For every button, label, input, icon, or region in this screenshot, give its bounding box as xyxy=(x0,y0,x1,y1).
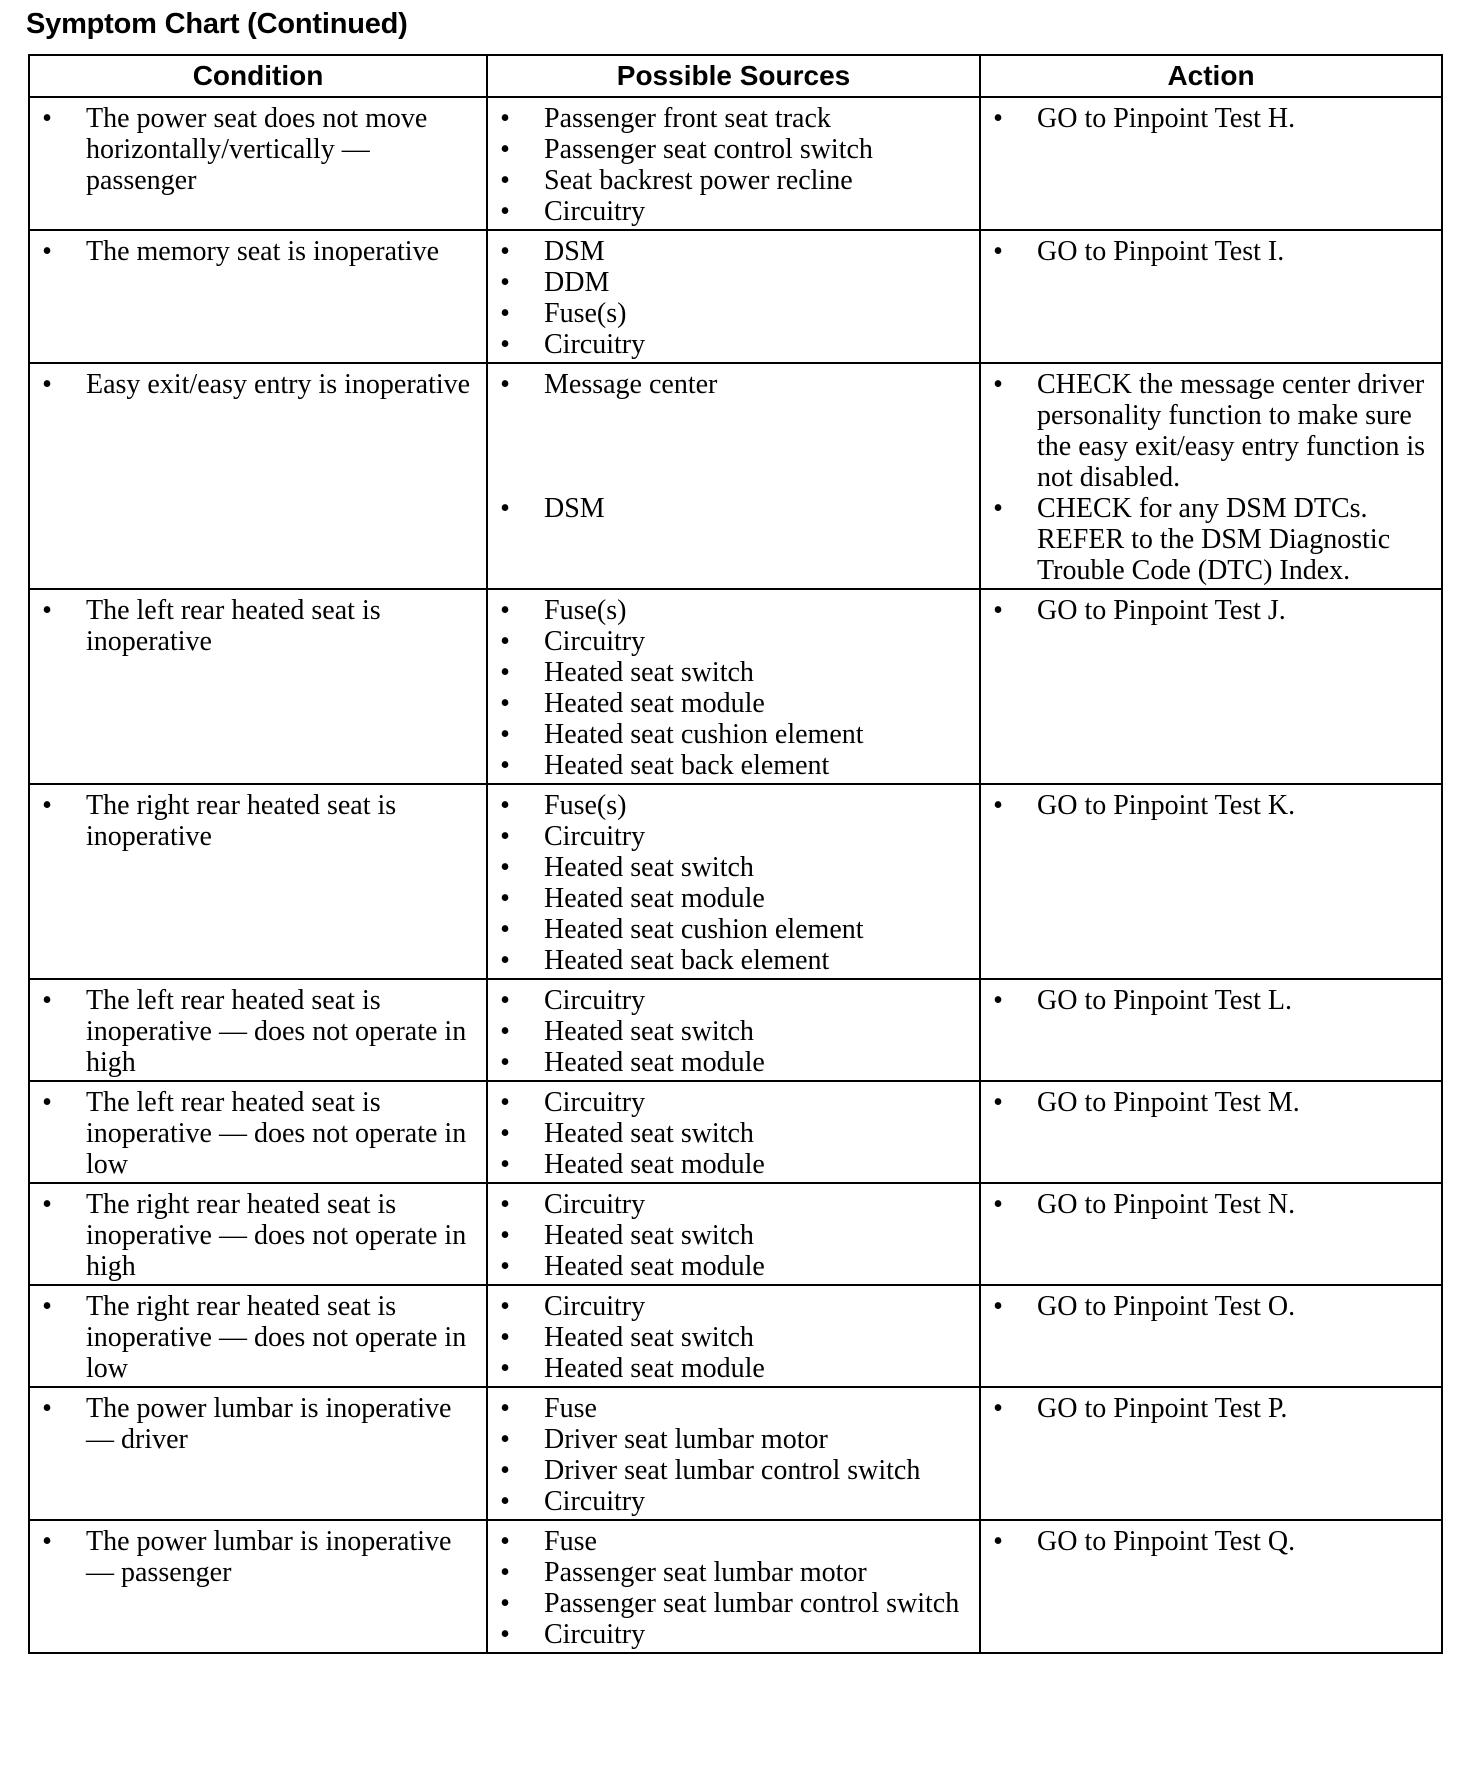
possible-sources-cell xyxy=(487,1387,980,1520)
list-item: • The right rear heated seat is inoperative — does not operate in high xyxy=(40,1189,478,1282)
possible-sources-cell xyxy=(487,1285,980,1387)
table-row xyxy=(29,1081,1442,1183)
list-item: • The right rear heated seat is inoperative xyxy=(40,790,478,852)
bullet-list xyxy=(991,1087,1433,1118)
list-item: • The left rear heated seat is inoperative — does not operate in high xyxy=(40,985,478,1078)
table-row xyxy=(29,363,1442,589)
list-item: • GO to Pinpoint Test K. xyxy=(991,790,1433,821)
possible-sources-cell xyxy=(487,363,980,589)
list-item: • Heated seat switch xyxy=(498,1322,971,1353)
action-cell xyxy=(980,230,1442,363)
list-item: • Heated seat module xyxy=(498,883,971,914)
bullet-list xyxy=(991,1189,1433,1220)
bullet-list xyxy=(498,369,971,524)
list-item: • Circuitry xyxy=(498,1291,971,1322)
bullet-list xyxy=(991,1291,1433,1322)
list-item: • Easy exit/easy entry is inoperative xyxy=(40,369,478,400)
list-item: • Circuitry xyxy=(498,1189,971,1220)
list-item: • Heated seat back element xyxy=(498,750,971,781)
action-cell xyxy=(980,979,1442,1081)
list-item: • The power lumbar is inoperative — passenger xyxy=(40,1526,478,1588)
bullet-list xyxy=(498,103,971,227)
action-cell xyxy=(980,1520,1442,1653)
bullet-list xyxy=(40,1087,478,1180)
table-row xyxy=(29,1285,1442,1387)
list-item: • Heated seat switch xyxy=(498,657,971,688)
list-item: • Circuitry xyxy=(498,626,971,657)
bullet-list xyxy=(991,985,1433,1016)
list-item: • The right rear heated seat is inoperative — does not operate in low xyxy=(40,1291,478,1384)
possible-sources-cell xyxy=(487,1520,980,1653)
list-item: • Circuitry xyxy=(498,1619,971,1650)
bullet-list xyxy=(40,1393,478,1455)
bullet-list xyxy=(498,985,971,1078)
list-item: • Heated seat switch xyxy=(498,1118,971,1149)
list-item: • DDM xyxy=(498,267,971,298)
list-item: • The power lumbar is inoperative — driver xyxy=(40,1393,478,1455)
condition-cell xyxy=(29,97,487,230)
condition-cell xyxy=(29,1183,487,1285)
list-item: • Heated seat switch xyxy=(498,852,971,883)
bullet-list xyxy=(40,236,478,267)
bullet-list xyxy=(498,1189,971,1282)
bullet-list xyxy=(498,1087,971,1180)
table-row xyxy=(29,1387,1442,1520)
list-item: • GO to Pinpoint Test N. xyxy=(991,1189,1433,1220)
action-cell xyxy=(980,589,1442,784)
bullet-list xyxy=(40,1291,478,1384)
list-item: • Heated seat module xyxy=(498,688,971,719)
list-item: • GO to Pinpoint Test O. xyxy=(991,1291,1433,1322)
list-item: • GO to Pinpoint Test J. xyxy=(991,595,1433,626)
list-item: • Driver seat lumbar control switch xyxy=(498,1455,971,1486)
condition-cell xyxy=(29,784,487,979)
bullet-list xyxy=(991,369,1433,586)
header-possible-sources: Possible Sources xyxy=(487,55,980,97)
bullet-list xyxy=(40,369,478,400)
table-row xyxy=(29,1183,1442,1285)
condition-cell xyxy=(29,979,487,1081)
possible-sources-cell xyxy=(487,979,980,1081)
list-item: • Driver seat lumbar motor xyxy=(498,1424,971,1455)
possible-sources-cell xyxy=(487,230,980,363)
list-item: • Heated seat back element xyxy=(498,945,971,976)
bullet-list xyxy=(40,790,478,852)
list-item: • Passenger seat control switch xyxy=(498,134,971,165)
list-item: • GO to Pinpoint Test L. xyxy=(991,985,1433,1016)
list-item: • The power seat does not move horizontally/vertically — passenger xyxy=(40,103,478,196)
list-item: • Heated seat module xyxy=(498,1251,971,1282)
list-item: • Passenger seat lumbar motor xyxy=(498,1557,971,1588)
list-item: • GO to Pinpoint Test Q. xyxy=(991,1526,1433,1557)
action-cell xyxy=(980,784,1442,979)
list-item: • Passenger front seat track xyxy=(498,103,971,134)
list-item: • Circuitry xyxy=(498,1087,971,1118)
list-item: • Fuse xyxy=(498,1393,971,1424)
bullet-list xyxy=(991,595,1433,626)
list-item: • Heated seat module xyxy=(498,1047,971,1078)
condition-cell xyxy=(29,1285,487,1387)
list-item: • CHECK for any DSM DTCs. REFER to the DSM Diagnostic Trouble Code (DTC) Index. xyxy=(991,493,1433,586)
bullet-list xyxy=(40,595,478,657)
condition-cell xyxy=(29,1520,487,1653)
list-item: • Fuse(s) xyxy=(498,790,971,821)
possible-sources-cell xyxy=(487,1183,980,1285)
list-item: • Seat backrest power recline xyxy=(498,165,971,196)
list-item: • Circuitry xyxy=(498,821,971,852)
list-item: • Circuitry xyxy=(498,196,971,227)
table-row xyxy=(29,1520,1442,1653)
table-row xyxy=(29,979,1442,1081)
condition-cell xyxy=(29,1387,487,1520)
list-item: • The left rear heated seat is inoperative xyxy=(40,595,478,657)
bullet-list xyxy=(991,103,1433,134)
bullet-list xyxy=(40,1189,478,1282)
bullet-list xyxy=(498,1526,971,1650)
action-cell xyxy=(980,97,1442,230)
list-item: • The memory seat is inoperative xyxy=(40,236,478,267)
condition-cell xyxy=(29,1081,487,1183)
bullet-list xyxy=(498,236,971,360)
table-header-row xyxy=(29,55,1442,97)
condition-cell xyxy=(29,230,487,363)
bullet-list xyxy=(991,1526,1433,1557)
action-cell xyxy=(980,363,1442,589)
action-cell xyxy=(980,1183,1442,1285)
list-item: • Heated seat switch xyxy=(498,1220,971,1251)
header-action: Action xyxy=(980,55,1442,97)
header-condition: Condition xyxy=(29,55,487,97)
possible-sources-cell xyxy=(487,1081,980,1183)
list-item: • Heated seat cushion element xyxy=(498,719,971,750)
bullet-list xyxy=(40,103,478,196)
bullet-list xyxy=(40,1526,478,1588)
list-item: • The left rear heated seat is inoperative — does not operate in low xyxy=(40,1087,478,1180)
list-item: • Circuitry xyxy=(498,329,971,360)
list-item: • Circuitry xyxy=(498,985,971,1016)
symptom-chart-table xyxy=(28,54,1443,1654)
list-item: • Message center xyxy=(498,369,971,400)
list-item: • DSM xyxy=(498,493,971,524)
list-item: • GO to Pinpoint Test H. xyxy=(991,103,1433,134)
condition-cell xyxy=(29,589,487,784)
list-item: • Heated seat module xyxy=(498,1353,971,1384)
table-row xyxy=(29,97,1442,230)
table-row xyxy=(29,230,1442,363)
list-item: • GO to Pinpoint Test M. xyxy=(991,1087,1433,1118)
bullet-list xyxy=(498,790,971,976)
bullet-list xyxy=(40,985,478,1078)
list-item: • Fuse(s) xyxy=(498,298,971,329)
table-row xyxy=(29,589,1442,784)
list-item: • Circuitry xyxy=(498,1486,971,1517)
bullet-list xyxy=(991,790,1433,821)
condition-cell xyxy=(29,363,487,589)
list-item: • DSM xyxy=(498,236,971,267)
bullet-list xyxy=(498,1291,971,1384)
possible-sources-cell xyxy=(487,97,980,230)
list-item: • Fuse(s) xyxy=(498,595,971,626)
possible-sources-cell xyxy=(487,589,980,784)
table-row xyxy=(29,784,1442,979)
page-title: Symptom Chart (Continued) xyxy=(26,8,408,40)
action-cell xyxy=(980,1387,1442,1520)
list-item: • Heated seat switch xyxy=(498,1016,971,1047)
action-cell xyxy=(980,1285,1442,1387)
bullet-list xyxy=(498,1393,971,1517)
list-item: • Heated seat cushion element xyxy=(498,914,971,945)
list-item: • Fuse xyxy=(498,1526,971,1557)
action-cell xyxy=(980,1081,1442,1183)
list-item: • GO to Pinpoint Test P. xyxy=(991,1393,1433,1424)
list-item: • CHECK the message center driver personality function to make sure the easy exit/easy entry function is not disabled. xyxy=(991,369,1433,493)
bullet-list xyxy=(991,236,1433,267)
possible-sources-cell xyxy=(487,784,980,979)
bullet-list xyxy=(991,1393,1433,1424)
list-item: • Heated seat module xyxy=(498,1149,971,1180)
list-item: • Passenger seat lumbar control switch xyxy=(498,1588,971,1619)
list-item: • GO to Pinpoint Test I. xyxy=(991,236,1433,267)
bullet-list xyxy=(498,595,971,781)
